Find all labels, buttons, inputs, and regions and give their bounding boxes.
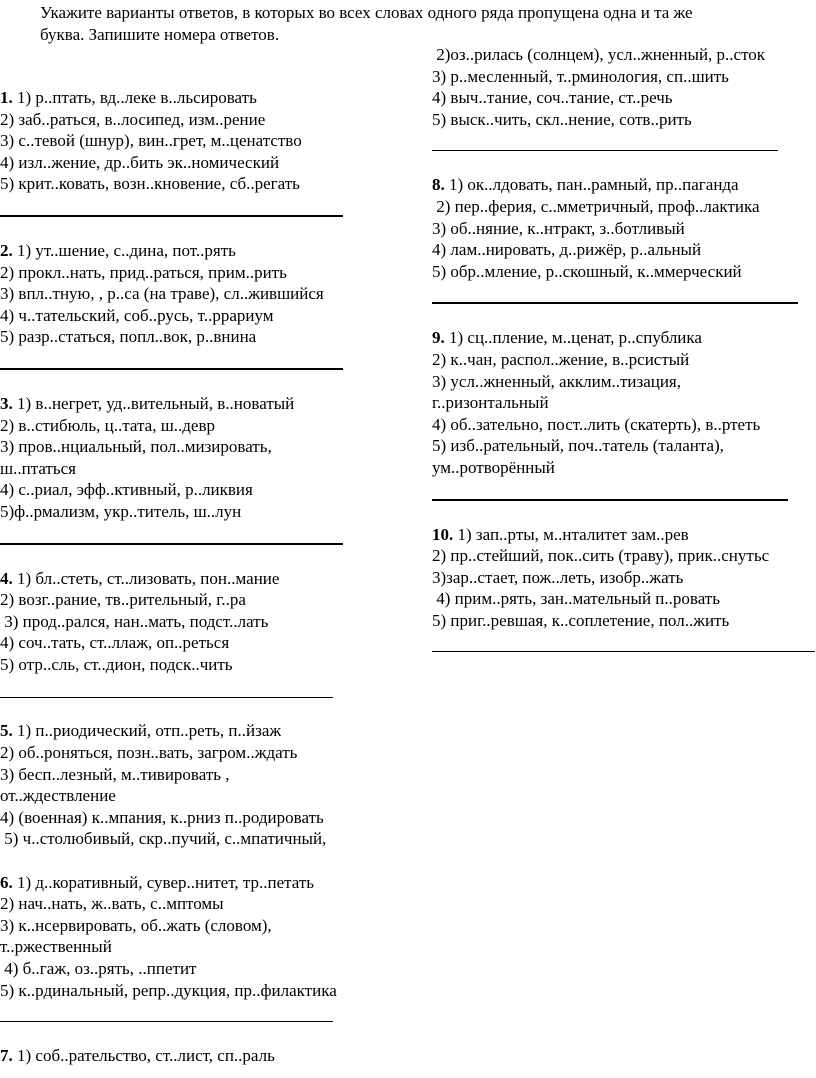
option-line: 1) соб..рательство, ст..лист, сп..раль: [17, 1046, 275, 1066]
option-line: 1) п..риодический, отп..реть, п..йзаж: [17, 721, 282, 741]
option-line: 5)ф..рмализм, укр..титель, ш..лун: [0, 501, 242, 521]
question-3: [0, 393, 400, 523]
option-line: 3) прод..рался, нан..мать, подст..лать: [0, 611, 269, 631]
option-line: 2) нач..нать, ж..вать, с..мптомы: [0, 894, 224, 914]
instruction: [40, 2, 810, 45]
option-line: от..ждествление: [0, 786, 116, 806]
question-7: [0, 1045, 400, 1067]
option-line: 2)оз..рилась (солнцем), усл..жненный, р..сток: [432, 45, 766, 64]
option-line: 3)зар..стает, пож..леть, изобр..жать: [432, 567, 684, 587]
option-line: 4) выч..тание, соч..тание, ст..речь: [432, 88, 673, 108]
option-line: 2) заб..раться, в..лосипед, изм..рение: [0, 109, 266, 129]
option-line: 4) изл..жение, др..бить эк..номический: [0, 152, 280, 172]
option-line: 5) отр..сль, ст..дион, подск..чить: [0, 654, 233, 674]
option-line: 4) лам..нировать, д..рижёр, р..альный: [432, 240, 702, 260]
option-line: 3) с..тевой (шнур), вин..грет, м..ценатство: [0, 131, 302, 151]
option-line: 2) к..чан, распол..жение, в..рсистый: [432, 349, 690, 369]
option-line: 1) зап..рты, м..нталитет зам..рев: [457, 524, 689, 544]
right-column: [432, 44, 816, 652]
option-line: 5) ч..столюбивый, скр..пучий, с..мпатичный,: [0, 829, 327, 849]
option-line: 5) разр..статься, попл..вок, р..внина: [0, 327, 257, 347]
instruction-line-2: буква. Запишите номера ответов.: [40, 24, 280, 44]
option-line: 2) прокл..нать, прид..раться, прим..рить: [0, 262, 287, 282]
option-line: 1) д..коративный, сувер..нитет, тр..петать: [17, 872, 315, 892]
question-number: 1.: [0, 88, 13, 107]
option-line: 3) впл..тную, , р..са (на траве), сл..жившийся: [0, 284, 324, 304]
question-5: [0, 720, 400, 850]
question-2: [0, 240, 400, 348]
option-line: 5) крит..ковать, возн..кновение, сб..регать: [0, 174, 300, 194]
question-7-continued: [432, 44, 816, 130]
option-line: 3) р..месленный, т..рминология, сп..шить: [432, 66, 729, 86]
option-line: 2) пер..ферия, с..мметричный, проф..лактика: [432, 196, 760, 216]
option-line: 5) к..рдинальный, репр..дукция, пр..филактика: [0, 980, 337, 1000]
option-line: 5) выск..чить, скл..нение, сотв..рить: [432, 109, 692, 129]
option-line: г..ризонтальный: [432, 393, 549, 413]
question-9: [432, 327, 816, 478]
question-number: 6.: [0, 872, 13, 892]
left-column: [0, 87, 400, 1067]
question-number: 3.: [0, 393, 13, 413]
option-line: 4) с..риал, эфф..ктивный, р..ликвия: [0, 480, 253, 500]
question-number: 9.: [432, 328, 445, 348]
option-line: 2) в..стибюль, ц..тата, ш..девр: [0, 415, 216, 435]
option-line: 4) соч..тать, ст..ллаж, оп..реться: [0, 633, 230, 653]
option-line: 5) обр..мление, р..скошный, к..ммерческий: [432, 261, 742, 281]
option-line: 3) к..нсервировать, об..жать (словом),: [0, 915, 272, 935]
option-line: 1) ут..шение, с..дина, пот..рять: [17, 240, 236, 260]
question-6: [0, 872, 400, 1002]
option-line: 2) возг..рание, тв..рительный, г..ра: [0, 590, 246, 610]
question-8: [432, 174, 816, 282]
question-number: 8.: [432, 175, 445, 195]
question-number: 7.: [0, 1046, 13, 1066]
option-line: 2) об..роняться, позн..вать, загром..ждать: [0, 743, 298, 763]
option-line: 1) сц..пление, м..ценат, р..спублика: [449, 328, 702, 348]
option-line: 3) пров..нциальный, пол..мизировать,: [0, 437, 272, 457]
option-line: 4) б..гаж, оз..рять, ..ппетит: [0, 959, 197, 978]
option-line: ум..ротворённый: [432, 457, 555, 477]
option-line: 4) об..зательно, пост..лить (скатерть), в..ртеть: [432, 414, 761, 434]
question-4: [0, 568, 400, 676]
option-line: 4) ч..тательский, соб..русь, т..ррариум: [0, 305, 274, 325]
option-line: 3) об..няние, к..нтракт, з..ботливый: [432, 218, 685, 238]
question-number: 10.: [432, 524, 454, 544]
option-line: ш..птаться: [0, 458, 76, 478]
option-line: 1) р..птать, вд..леке в..льсировать: [17, 88, 257, 107]
question-number: 5.: [0, 721, 13, 741]
option-line: т..ржественный: [0, 937, 112, 957]
question-10: [432, 524, 816, 632]
answer-line: [432, 651, 815, 652]
option-line: 5) изб..рательный, поч..татель (таланта),: [432, 436, 724, 456]
option-line: 4) прим..рять, зан..мательный п..ровать: [432, 589, 720, 609]
question-1: [0, 87, 400, 195]
instruction-line-1: Укажите варианты ответов, в которых во всех словах одного ряда пропущена одна и та же: [40, 3, 693, 22]
option-line: 1) ок..лдовать, пан..рамный, пр..паганда: [449, 175, 739, 195]
question-number: 4.: [0, 568, 13, 588]
question-number: 2.: [0, 240, 13, 260]
option-line: 3) бесп..лезный, м..тивировать ,: [0, 764, 230, 784]
option-line: 2) пр..стейший, пок..сить (траву), прик..снутьс: [432, 546, 770, 566]
option-line: 3) усл..жненный, акклим..тизация,: [432, 371, 681, 391]
option-line: 4) (военная) к..мпания, к..рниз п..родировать: [0, 807, 324, 827]
option-line: 1) бл..стеть, ст..лизовать, пон..мание: [17, 568, 280, 588]
option-line: 5) приг..ревшая, к..соплетение, пол..жить: [432, 610, 730, 630]
option-line: 1) в..негрет, уд..вительный, в..новатый: [17, 393, 295, 413]
